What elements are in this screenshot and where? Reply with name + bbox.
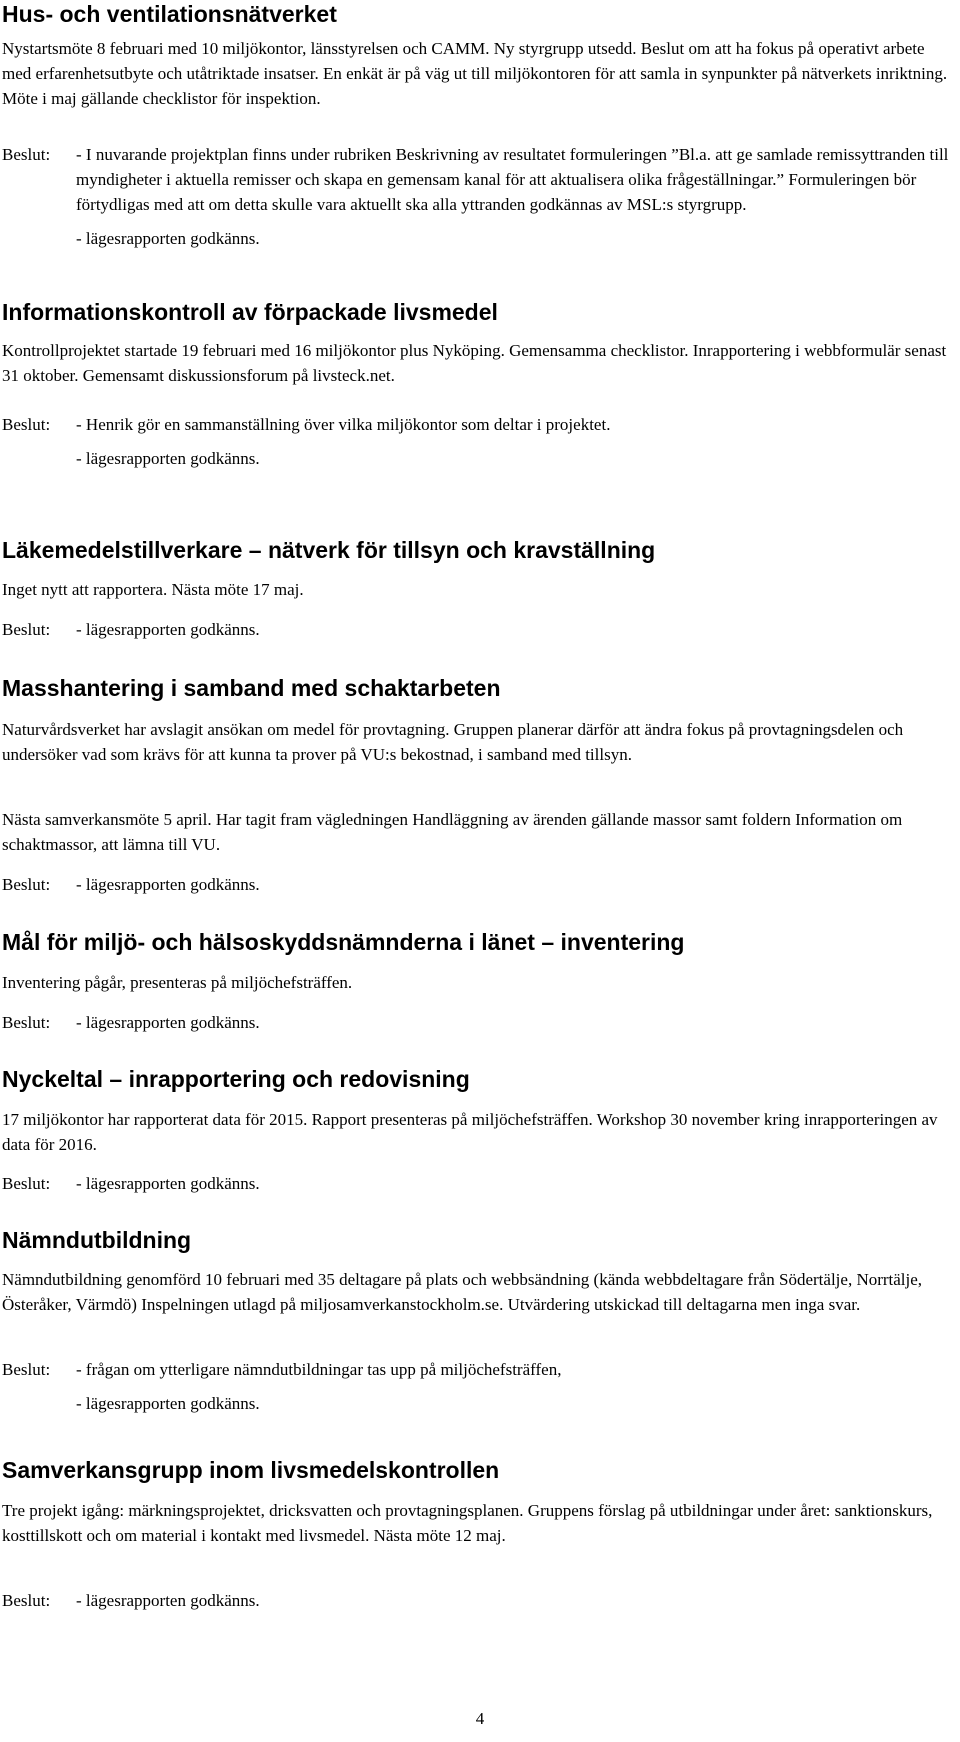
beslut-label: Beslut: — [2, 1013, 51, 1032]
beslut-item: - lägesrapporten godkänns. — [76, 1174, 260, 1193]
beslut-item: - lägesrapporten godkänns. — [76, 1394, 260, 1413]
beslut-label: Beslut: — [2, 1174, 51, 1193]
beslut-block — [2, 617, 956, 642]
beslut-label: Beslut: — [2, 1360, 51, 1379]
section-heading-masshantering: Masshantering i samband med schaktarbeten — [2, 675, 501, 701]
beslut-block — [2, 1588, 956, 1613]
beslut-label: Beslut: — [2, 1591, 51, 1610]
section-paragraph: Nystartsmöte 8 februari med 10 miljökontor, länsstyrelsen och CAMM. Ny styrgrupp utsedd. Beslut om att ha fokus på operativt arbete med erfarenhetsutbyte och utåtriktade insatser. En enkät är på väg ut till miljökontoren för att samla in synpunkter på nätverkets inriktning. Möte i maj gällande checklistor för inspektion. — [2, 39, 948, 108]
page-number: 4 — [475, 1709, 485, 1728]
beslut-label: Beslut: — [2, 415, 51, 434]
section-heading-namndutbildning: Nämndutbildning — [2, 1227, 192, 1253]
beslut-block — [2, 1171, 956, 1196]
section-paragraph: Nämndutbildning genomförd 10 februari med 35 deltagare på plats och webbsändning (kända webbdeltagare från Södertälje, Norrtälje, Österåker, Värmdö) Inspelningen utlagd på miljosamverkanstockholm.se. Utvärdering utskickad till deltagarna men inga svar. — [2, 1270, 923, 1314]
beslut-block — [2, 142, 956, 251]
section-heading-hus-ventilation: Hus- och ventilationsnätverket — [2, 1, 337, 27]
section-paragraph: 17 miljökontor har rapporterat data för 2015. Rapport presenteras på miljöchefsträffen. Workshop 30 november kring inrapporteringen av data för 2016. — [2, 1110, 938, 1154]
section-heading-samverkansgrupp: Samverkansgrupp inom livsmedelskontrollen — [2, 1457, 500, 1483]
section-paragraph: Naturvårdsverket har avslagit ansökan om medel för provtagning. Gruppen planerar därför att ändra fokus på provtagningsdelen och undersöker vad som krävs för att kunna ta prover på VU:s bekostnad, i samband med tillsyn. — [2, 720, 904, 764]
beslut-item: - I nuvarande projektplan finns under rubriken Beskrivning av resultatet formuleringen ”Bl.a. att ge samlade remissyttranden till myndigheter i aktuella remisser och skapa en gemensam kanal för att aktualisera olika frågeställningar.” Formuleringen bör förtydligas med att om detta skulle vara aktuellt ska alla yttranden godkännas av MSL:s styrgrupp. — [76, 145, 949, 214]
beslut-label: Beslut: — [2, 620, 51, 639]
section-heading-nyckeltal: Nyckeltal – inrapportering och redovisning — [2, 1066, 470, 1092]
section-paragraph: Kontrollprojektet startade 19 februari med 16 miljökontor plus Nyköping. Gemensamma checklistor. Inrapportering i webbformulär senast 31 oktober. Gemensamt diskussionsforum på livsteck.net. — [2, 341, 947, 385]
section-heading-lakemedel: Läkemedelstillverkare – nätverk för tillsyn och kravställning — [2, 537, 656, 563]
beslut-item: - lägesrapporten godkänns. — [76, 229, 260, 248]
beslut-block — [2, 872, 956, 897]
beslut-label: Beslut: — [2, 145, 51, 164]
beslut-block — [2, 1357, 956, 1416]
section-paragraph: Inget nytt att rapportera. Nästa möte 17 maj. — [2, 580, 304, 599]
beslut-item: - lägesrapporten godkänns. — [76, 620, 260, 639]
section-heading-informationskontroll: Informationskontroll av förpackade livsmedel — [2, 299, 498, 325]
beslut-item: - lägesrapporten godkänns. — [76, 1013, 260, 1032]
beslut-block — [2, 412, 956, 471]
beslut-block — [2, 1010, 956, 1035]
beslut-item: - frågan om ytterligare nämndutbildningar tas upp på miljöchefsträffen, — [76, 1360, 562, 1379]
beslut-item: - lägesrapporten godkänns. — [76, 449, 260, 468]
section-paragraph: Inventering pågår, presenteras på miljöchefsträffen. — [2, 973, 353, 992]
beslut-label: Beslut: — [2, 875, 51, 894]
beslut-item: - lägesrapporten godkänns. — [76, 1591, 260, 1610]
section-paragraph: Tre projekt igång: märkningsprojektet, dricksvatten och provtagningsplanen. Gruppens förslag på utbildningar under året: sanktionskurs, kosttillskott och om material i kontakt med livsmedel. Nästa möte 12 maj. — [2, 1501, 933, 1545]
section-heading-mal-miljo: Mål för miljö- och hälsoskyddsnämnderna i länet – inventering — [2, 929, 685, 955]
beslut-item: - lägesrapporten godkänns. — [76, 875, 260, 894]
beslut-item: - Henrik gör en sammanställning över vilka miljökontor som deltar i projektet. — [76, 415, 611, 434]
section-paragraph: Nästa samverkansmöte 5 april. Har tagit fram vägledningen Handläggning av ärenden gällande massor samt foldern Information om schaktmassor, att lämna till VU. — [2, 810, 903, 854]
